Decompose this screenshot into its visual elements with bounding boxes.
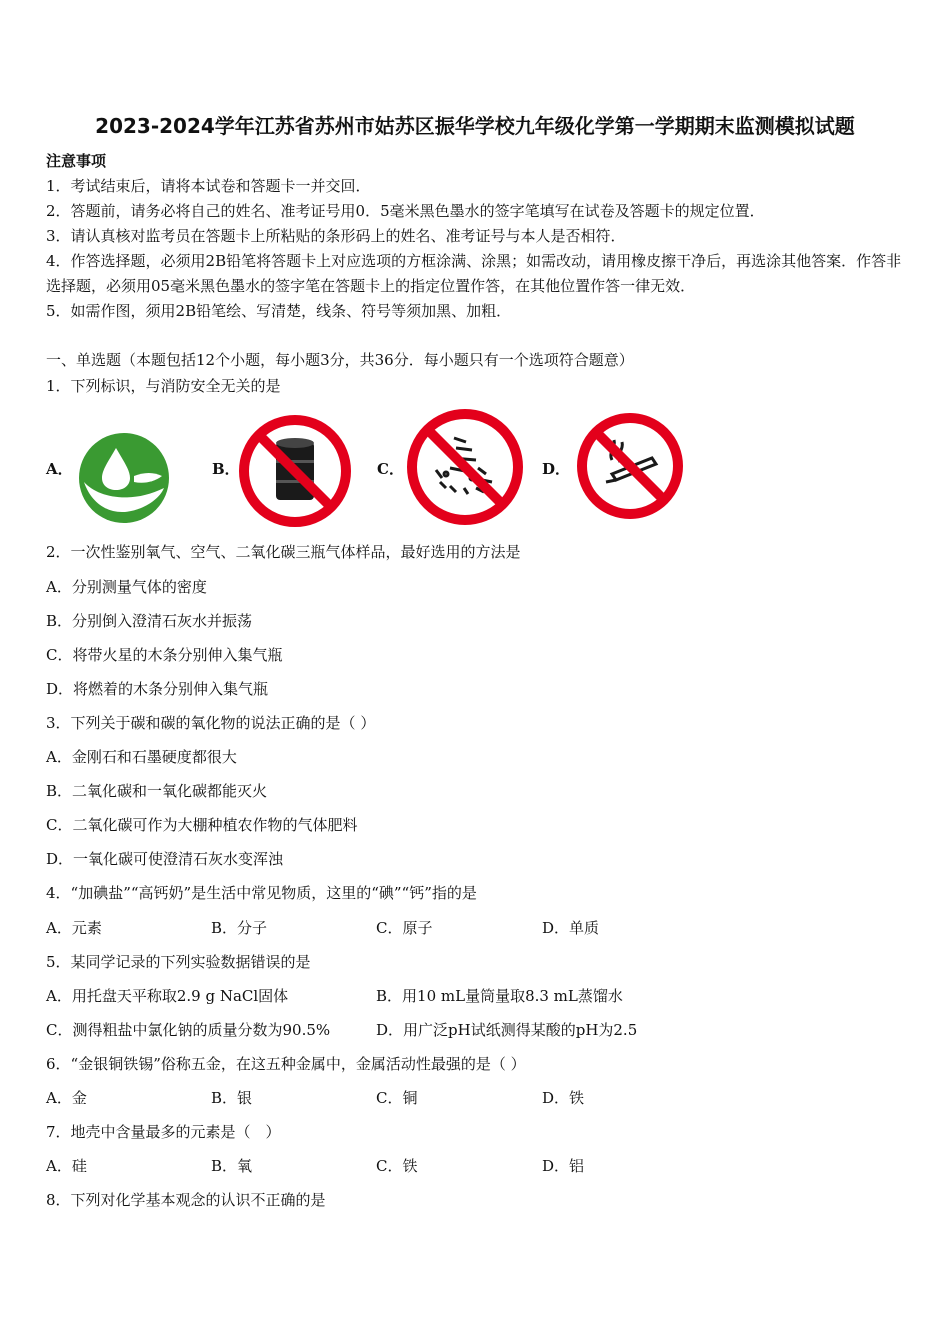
option-label: C．: [377, 460, 404, 478]
notice-item: 4．作答选择题，必须用2B铅笔将答题卡上对应选项的方框涂满、涂黑；如需改动，请用橡皮擦干净后，再选涂其他答案．作答非选择题，必须用05毫米黑色墨水的签字笔在答题卡上的指定位置作答，在其他位置作答一律无效．: [46, 252, 902, 295]
no-smoking-sign-icon: [576, 412, 684, 520]
option-text: B．氧: [211, 1157, 253, 1175]
option-text: D．铝: [542, 1157, 585, 1175]
option-text: B．用10 mL量筒量取8.3 mL蒸馏水: [376, 987, 623, 1005]
question-stem: 6．“金银铜铁锡”俗称五金，在这五种金属中，金属活动性最强的是（ ）: [46, 1055, 526, 1073]
notice-item: 5．如需作图，须用2B铅笔绘、写清楚，线条、符号等须加黑、加粗．: [46, 302, 512, 320]
option-text: A．元素: [46, 919, 102, 937]
question-stem: 2．一次性鉴别氧气、空气、二氧化碳三瓶气体样品，最好选用的方法是: [46, 543, 521, 561]
option-text: C．将带火星的木条分别伸入集气瓶: [46, 646, 283, 664]
option-text: D．铁: [542, 1089, 585, 1107]
section-heading: 一、单选题（本题包括12个小题，每小题3分，共36分．每小题只有一个选项符合题意）: [46, 351, 634, 369]
option-text: B．银: [211, 1089, 253, 1107]
option-text: D．用广泛pH试纸测得某酸的pH为2.5: [376, 1021, 638, 1039]
option-text: A．金: [46, 1089, 87, 1107]
question-stem: 1．下列标识，与消防安全无关的是: [46, 377, 281, 395]
question-stem: 8．下列对化学基本观念的认识不正确的是: [46, 1191, 326, 1209]
option-text: C．原子: [376, 919, 433, 937]
option-text: D．单质: [542, 919, 600, 937]
option-text: D．一氧化碳可使澄清石灰水变浑浊: [46, 850, 284, 868]
option-label: D．: [542, 460, 571, 478]
notice-item: 1．考试结束后，请将本试卷和答题卡一并交回．: [46, 177, 371, 195]
option-text: A．用托盘天平称取2.9 g NaCl固体: [46, 987, 289, 1005]
option-text: A．分别测量气体的密度: [46, 578, 207, 596]
no-oil-drum-sign-icon: [238, 414, 352, 528]
page-title: 2023-2024学年江苏省苏州市姑苏区振华学校九年级化学第一学期期末监测模拟试题: [95, 114, 855, 138]
option-text: A．金刚石和石墨硬度都很大: [46, 748, 237, 766]
notice-item: 3．请认真核对监考员在答题卡上所粘贴的条形码上的姓名、准考证号与本人是否相符．: [46, 227, 626, 245]
option-text: C．二氧化碳可作为大棚种植农作物的气体肥料: [46, 816, 358, 834]
question-stem: 3．下列关于碳和碳的氧化物的说法正确的是（ ）: [46, 714, 376, 732]
option-text: D．将燃着的木条分别伸入集气瓶: [46, 680, 269, 698]
question-stem: 4．“加碘盐”“高钙奶”是生活中常见物质，这里的“碘”“钙”指的是: [46, 884, 477, 902]
option-text: B．分子: [211, 919, 268, 937]
notice-heading: 注意事项: [46, 152, 107, 170]
question-stem: 7．地壳中含量最多的元素是（ ）: [46, 1123, 281, 1141]
question-stem: 5．某同学记录的下列实验数据错误的是: [46, 953, 311, 971]
option-text: C．测得粗盐中氯化钠的质量分数为90.5%: [46, 1021, 331, 1039]
option-text: A．硅: [46, 1157, 87, 1175]
notice-item: 2．答题前，请务必将自己的姓名、准考证号用0．5毫米黑色墨水的签字笔填写在试卷及答题卡的规定位置．: [46, 202, 765, 220]
option-text: C．铁: [376, 1157, 418, 1175]
option-label: B．: [212, 460, 240, 478]
option-text: B．二氧化碳和一氧化碳都能灭火: [46, 782, 268, 800]
option-text: B．分别倒入澄清石灰水并振荡: [46, 612, 253, 630]
water-saving-sign-icon: [78, 432, 170, 524]
no-fireworks-sign-icon: [406, 408, 524, 526]
option-label: A．: [46, 460, 73, 478]
option-text: C．铜: [376, 1089, 418, 1107]
